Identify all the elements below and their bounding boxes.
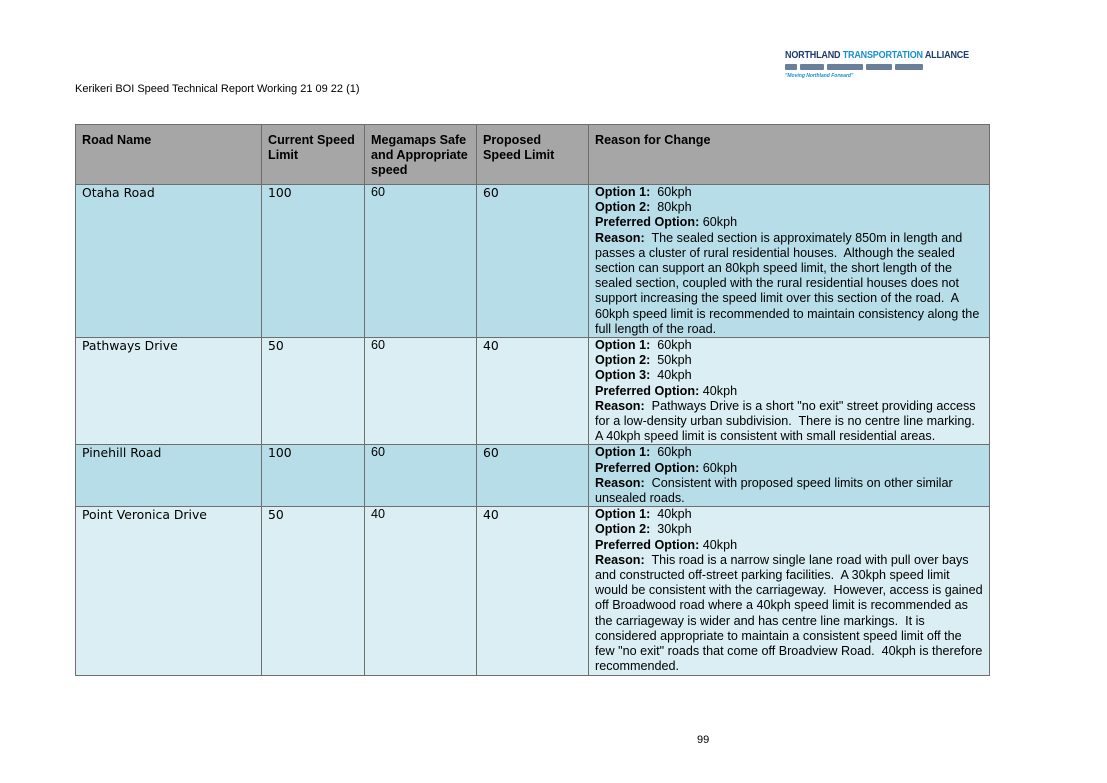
reason-line — [595, 476, 983, 506]
cell-proposed-speed-limit: 60 — [477, 445, 589, 507]
logo-word-northland: NORTHLAND — [785, 50, 841, 61]
cell-current-speed-limit: 50 — [262, 338, 365, 445]
header-megamaps-speed: Megamaps Safe and Appropriate speed — [365, 125, 477, 185]
table-row — [76, 507, 990, 675]
header-reason-for-change: Reason for Change — [589, 125, 990, 185]
reason-line-label: Preferred Option: — [595, 215, 700, 230]
reason-line-label: Reason: — [595, 230, 645, 245]
cell-road-name: Point Veronica Drive — [76, 507, 262, 675]
reason-line-label: Option 1: — [595, 338, 651, 353]
reason-line-text: Consistent with proposed speed limits on other similar unsealed roads. — [595, 475, 957, 506]
header-road-name: Road Name — [76, 125, 262, 185]
northland-transportation-alliance-logo — [785, 50, 969, 84]
reason-line — [595, 522, 983, 537]
reason-line-label: Option 2: — [595, 522, 651, 537]
reason-line-text: 40kph — [650, 368, 692, 383]
reason-line-text: 30kph — [650, 522, 692, 537]
cell-current-speed-limit: 50 — [262, 507, 365, 675]
table-row — [76, 445, 990, 507]
reason-line — [595, 461, 983, 476]
reason-line-text: The sealed section is approximately 850m in length and passes a cluster of rural residential houses. Although the sealed section can support an 80kph speed limit, the short length of the sealed section, coupled with the rural residential houses does not support increasing the speed limit over this section of the road. A 60kph speed limit is recommended to maintain consistency along the full length of the road. — [595, 230, 983, 336]
reason-line-text: 60kph — [650, 338, 692, 353]
reason-line-label: Option 1: — [595, 507, 651, 522]
reason-line-label: Option 2: — [595, 353, 651, 368]
header-proposed-speed-limit: Proposed Speed Limit — [477, 125, 589, 185]
reason-line-text: 40kph — [699, 537, 738, 552]
cell-proposed-speed-limit: 40 — [477, 507, 589, 675]
partner-logo-icon — [827, 64, 863, 70]
cell-reason-for-change — [589, 338, 990, 445]
reason-line — [595, 384, 983, 399]
reason-line-label: Option 2: — [595, 200, 651, 215]
header-current-speed-limit: Current Speed Limit — [262, 125, 365, 185]
reason-line-label: Preferred Option: — [595, 383, 700, 398]
logo-word-transportation: TRANSPORTATION — [842, 50, 923, 61]
reason-line-label: Option 1: — [595, 185, 651, 199]
document-header-title: Kerikeri BOI Speed Technical Report Working 21 09 22 (1) — [75, 83, 360, 95]
reason-line-text: This road is a narrow single lane road with pull over bays and constructed off-street parking facilities. A 30kph speed limit would be consistent with the carriageway. However, access is gained off Broadwood road where a 40kph speed limit is recommended as the carriageway is wider and has centre line markings. It is considered appropriate to maintain a consistent speed limit off the few "no exit" roads that come off Broadview Road. 40kph is therefore recommended. — [595, 552, 987, 674]
reason-line — [595, 507, 983, 522]
reason-line — [595, 445, 983, 460]
reason-line — [595, 368, 983, 383]
cell-current-speed-limit: 100 — [262, 445, 365, 507]
reason-line — [595, 215, 983, 230]
partner-logo-icon — [800, 64, 824, 70]
reason-line-text: 50kph — [650, 353, 692, 368]
partner-logo-icon — [866, 64, 892, 70]
cell-proposed-speed-limit: 60 — [477, 185, 589, 338]
reason-line-label: Reason: — [595, 398, 645, 413]
cell-reason-for-change — [589, 445, 990, 507]
reason-line — [595, 538, 983, 553]
cell-proposed-speed-limit: 40 — [477, 338, 589, 445]
reason-line-label: Option 1: — [595, 445, 651, 460]
reason-line-label: Preferred Option: — [595, 460, 700, 475]
reason-line-text: Pathways Drive is a short "no exit" street providing access for a low-density urban subdivision. There is no centre line marking. A 40kph speed limit is consistent with small residential areas. — [595, 398, 982, 444]
table-header-row — [76, 125, 990, 185]
cell-megamaps-speed: 60 — [365, 338, 477, 445]
cell-megamaps-speed: 60 — [365, 185, 477, 338]
reason-line-label: Preferred Option: — [595, 537, 700, 552]
cell-road-name: Pathways Drive — [76, 338, 262, 445]
reason-line — [595, 399, 983, 445]
cell-road-name: Pinehill Road — [76, 445, 262, 507]
reason-line-text: 60kph — [699, 215, 738, 230]
table-row — [76, 338, 990, 445]
reason-line-label: Reason: — [595, 475, 645, 490]
reason-line-label: Option 3: — [595, 368, 651, 383]
cell-road-name: Otaha Road — [76, 185, 262, 338]
reason-line-text: 60kph — [650, 445, 692, 460]
cell-reason-for-change — [589, 507, 990, 675]
page-number: 99 — [697, 734, 710, 746]
reason-line — [595, 338, 983, 353]
partner-logos — [785, 63, 955, 71]
reason-line-text: 80kph — [650, 200, 692, 215]
cell-megamaps-speed: 40 — [365, 507, 477, 675]
reason-line — [595, 231, 983, 337]
reason-line — [595, 353, 983, 368]
reason-line-text: 60kph — [699, 460, 738, 475]
reason-line-text: 60kph — [650, 185, 692, 199]
partner-logo-icon — [785, 64, 797, 70]
table-row — [76, 185, 990, 338]
table-body — [76, 185, 990, 676]
cell-megamaps-speed: 60 — [365, 445, 477, 507]
reason-line — [595, 552, 987, 675]
logo-tagline: "Moving Northland Forward" — [785, 73, 854, 79]
reason-line-text: 40kph — [650, 507, 692, 522]
partner-logo-icon — [895, 64, 923, 70]
logo-wordmark — [785, 50, 969, 61]
reason-line — [595, 200, 983, 215]
reason-line — [595, 185, 983, 200]
reason-line-text: 40kph — [699, 383, 738, 398]
logo-word-alliance: ALLIANCE — [924, 50, 969, 61]
cell-current-speed-limit: 100 — [262, 185, 365, 338]
reason-line-label: Reason: — [595, 552, 645, 567]
cell-reason-for-change — [589, 185, 990, 338]
speed-limit-table — [75, 124, 990, 676]
